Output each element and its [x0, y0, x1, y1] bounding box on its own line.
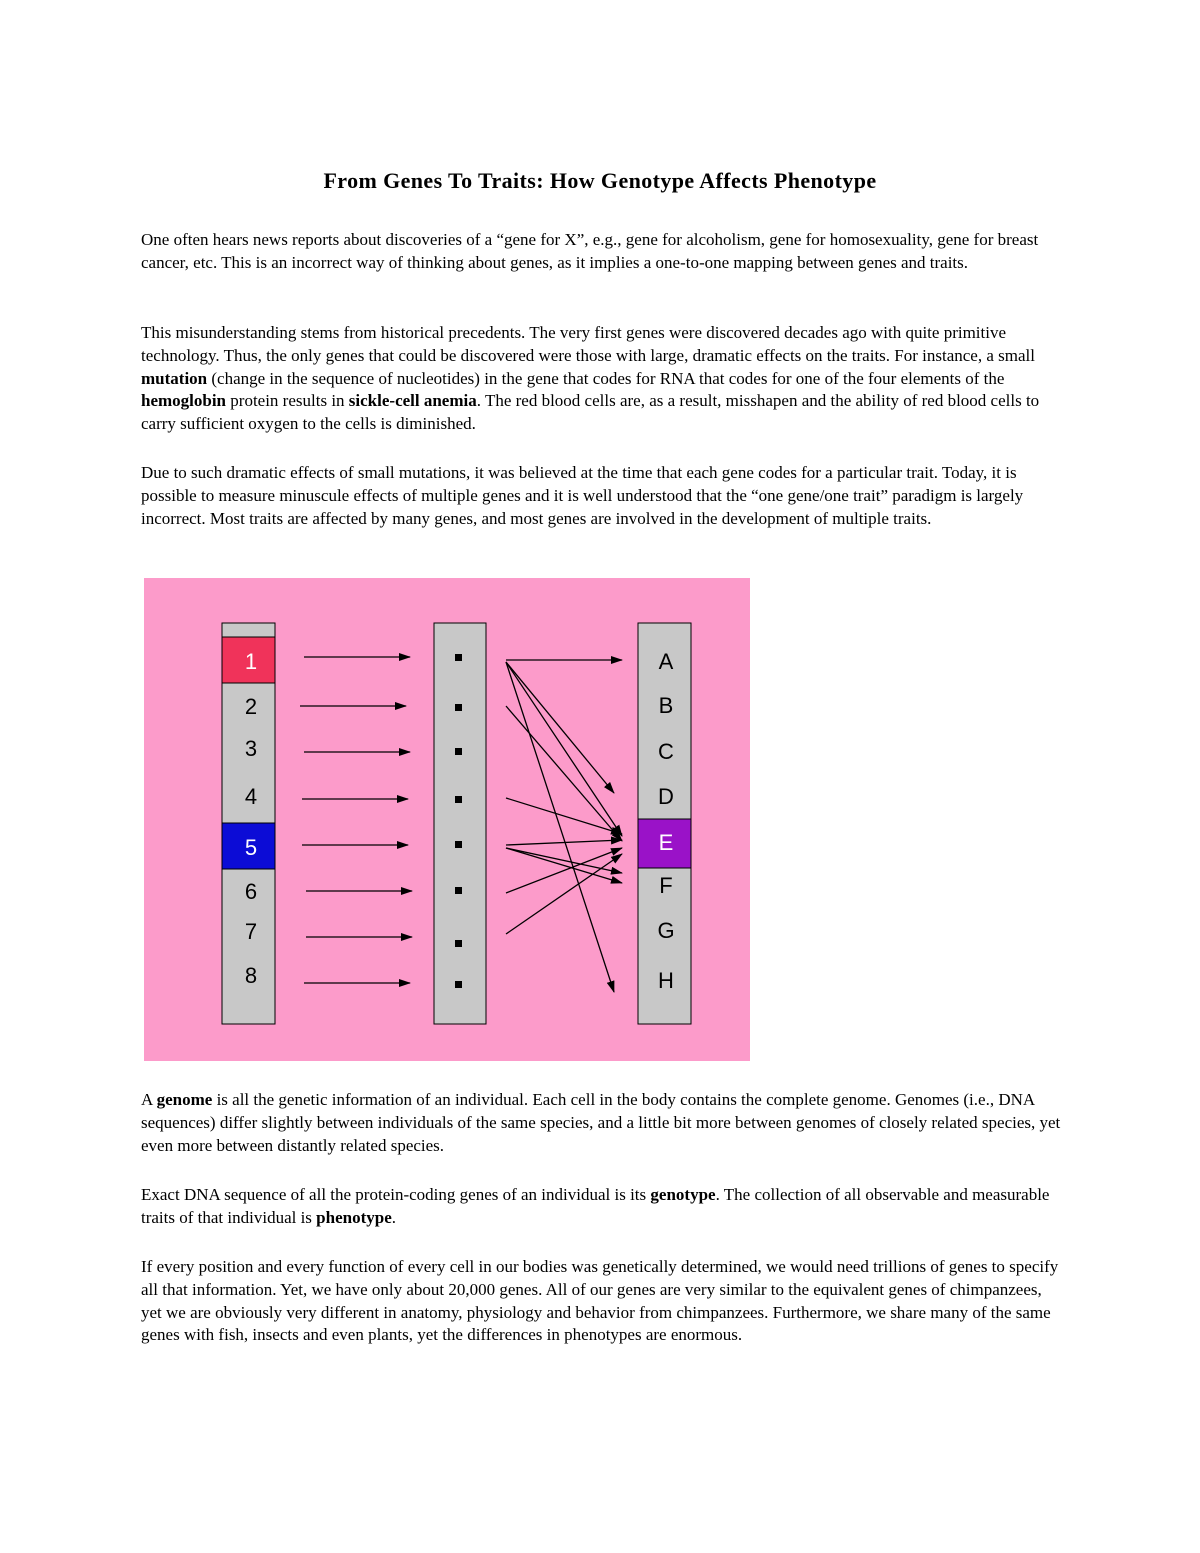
paragraph-text: This misunderstanding stems from historical precedents. The very first genes were discovered decades ago with quite primitive technology. Thus, the only genes that could be discovered were those with large, dramatic effects on the traits. For instance, a small [141, 323, 1035, 365]
paragraph-text: is all the genetic information of an individual. Each cell in the body contains the complete genome. Genomes (i.e., DNA sequences) differ slightly between individuals of the same species, and a little bit more between genomes of closely related species, yet even more between distantly related species. [141, 1090, 1061, 1155]
paragraph-text: . The red blood cells are, as a result, misshapen and the ability of red blood cells to carry sufficient oxygen to the cells is diminished. [141, 391, 1040, 434]
paragraph-genotype-phenotype [141, 1184, 1061, 1230]
gene-label-4: 4 [244, 784, 258, 809]
gene-product-dot [455, 796, 462, 803]
term-phenotype: phenotype [316, 1207, 392, 1227]
paragraph-text: (change in the sequence of nucleotides) in the gene that codes for RNA that codes for one of the four elements of the [207, 368, 1005, 388]
trait-label-f: F [659, 873, 673, 898]
paragraph-text: One often hears news reports about discoveries of a “gene for X”, e.g., gene for alcoholism, gene for homosexuality, gene for breast cancer, etc. This is an incorrect way of thinking about genes, as it implies a one-to-one mapping between genes and traits. [141, 230, 1039, 272]
gene-label-1: 1 [244, 649, 258, 674]
paragraph-one-gene-one-trait [141, 462, 1061, 530]
paragraph-text: If every position and every function of every cell in our bodies was genetically determined, we would need trillions of genes to specify all that information. Yet, we have only about 20,000 genes. All of our genes are very similar to the equivalent genes of chimpanzees, yet we are obviously very different in anatomy, physiology and behavior from chimpanzees. Furthermore, we share many of the same genes with fish, insects and even plants, yet the differences in phenotypes are enormous. [141, 1257, 1059, 1345]
gene-trait-mapping-figure [144, 578, 750, 1061]
term-genome: genome [156, 1090, 213, 1109]
paragraph-text: protein results in [226, 391, 349, 411]
page-title: From Genes To Traits: How Genotype Affects Phenotype [323, 168, 877, 193]
trait-label-d: D [658, 784, 674, 809]
paragraph-genetic-determinism [141, 1256, 1061, 1347]
paragraph-historical-precedents [141, 322, 1061, 436]
gene-product-dot [455, 654, 462, 661]
paragraph-genome [141, 1089, 1061, 1157]
gene-product-dot [455, 940, 462, 947]
paragraph-gene-for-x [141, 229, 1061, 275]
gene-product-dot [455, 981, 462, 988]
gene-label-5: 5 [244, 835, 258, 860]
gene-trait-diagram [144, 578, 750, 1061]
gene-product-dot [455, 748, 462, 755]
gene-label-3: 3 [244, 736, 258, 761]
trait-label-b: B [658, 693, 674, 718]
term-mutation: mutation [141, 368, 208, 388]
gene-product-dot [455, 841, 462, 848]
paragraph-text: . The collection of all observable and measurable traits of that individual is [141, 1185, 1050, 1227]
paragraph-text: Exact DNA sequence of all the protein-coding genes of an individual is its [141, 1185, 651, 1204]
term-hemoglobin: hemoglobin [141, 391, 227, 411]
gene-label-7: 7 [244, 919, 258, 944]
paragraph-text: A [141, 1090, 157, 1109]
trait-label-g: G [657, 918, 675, 943]
gene-product-column [434, 623, 486, 1024]
trait-label-a: A [658, 649, 674, 674]
gene-product-dot [455, 704, 462, 711]
paragraph-text: . [391, 1207, 396, 1227]
trait-label-h: H [658, 968, 674, 993]
term-genotype: genotype [650, 1185, 716, 1204]
paragraph-text: Due to such dramatic effects of small mutations, it was believed at the time that each gene codes for a particular trait. Today, it is possible to measure minuscule effects of multiple genes and it is well understood that the “one gene/one trait” paradigm is largely incorrect. Most traits are affected by many genes, and most genes are involved in the development of multiple traits. [141, 463, 1024, 528]
gene-label-6: 6 [244, 879, 258, 904]
gene-label-8: 8 [244, 963, 258, 988]
term-sickle-cell-anemia: sickle-cell anemia [348, 391, 477, 411]
trait-label-c: C [658, 739, 674, 764]
gene-label-2: 2 [244, 694, 258, 719]
gene-product-dot [455, 887, 462, 894]
trait-label-e: E [658, 830, 674, 855]
